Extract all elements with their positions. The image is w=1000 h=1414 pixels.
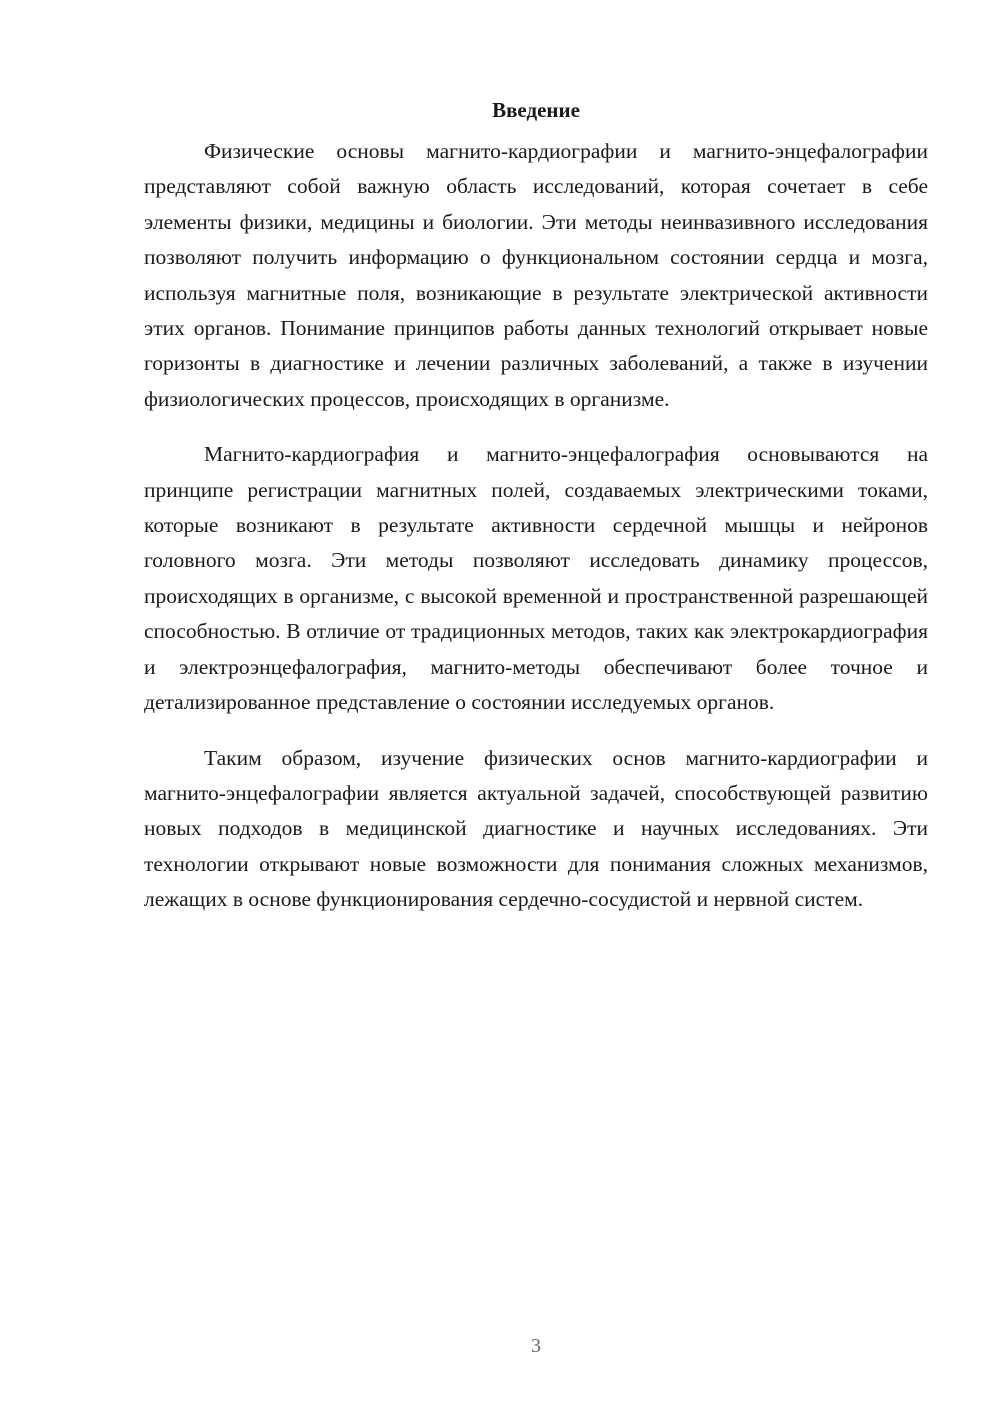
page-number: 3 [531, 1335, 541, 1357]
page-title: Введение [492, 98, 580, 122]
page-content [144, 92, 928, 938]
paragraph-3: Таким образом, изучение физических основ магнито-кардиографии и магнито-энцефалографии является актуальной задачей, способствующей развитию новых подходов в медицинской диагностике и научных исследованиях. Эти технологии открывают новые возможности для понимания сложных механизмов, лежащих в основе функционирования сердечно-сосудистой и нервной систем. [144, 745, 928, 912]
paragraph-1: Физические основы магнито-кардиографии и магнито-энцефалографии представляют собой важную область исследований, которая сочетает в себе элементы физики, медицины и биологии. Эти методы неинвазивного исследования позволяют получить информацию о функциональном состоянии сердца и мозга, используя магнитные поля, возникающие в результате электрической активности этих органов. Понимание принципов работы данных технологий открывает новые горизонты в диагностике и лечении различных заболеваний, а также в изучении физиологических процессов, происходящих в организме. [144, 139, 928, 411]
paragraph-2: Магнито-кардиография и магнито-энцефалография основываются на принципе регистрации магнитных полей, создаваемых электрическими токами, которые возникают в результате активности сердечной мышцы и нейронов головного мозга. Эти методы позволяют исследовать динамику процессов, происходящих в организме, с высокой временной и пространственной разрешающей способностью. В отличие от традиционных методов, таких как электрокардиография и электроэнцефалография, магнито-методы обеспечивают более точное и детализированное представление о состоянии исследуемых органов. [144, 442, 928, 715]
